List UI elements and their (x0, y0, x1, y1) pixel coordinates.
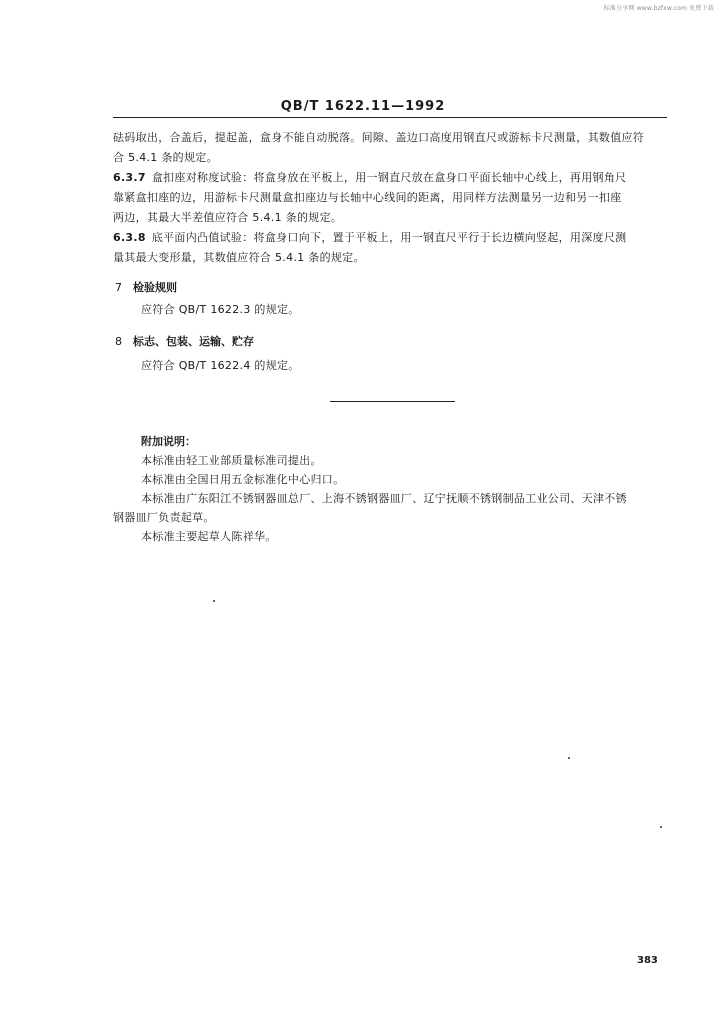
section-8-heading (115, 333, 254, 349)
clause-line: 合 5.4.1 条的规定。 (113, 151, 218, 164)
clause-6-3-7 (113, 170, 626, 186)
scan-speck (213, 600, 215, 602)
clause-line: 盒扣座对称度试验：将盒身放在平板上，用一钢直尺放在盒身口平面长轴中心线上，再用钢角尺 (151, 171, 627, 184)
section-title: 标志、包装、运输、贮存 (133, 335, 254, 348)
clause-line: 砝码取出，合盖后，提起盖，盒身不能自动脱落。间隙、盖边口高度用钢直尺或游标卡尺测量，其数值应符 (113, 131, 645, 144)
header-rule (113, 117, 667, 118)
notes-line: 本标准由全国日用五金标准化中心归口。 (141, 473, 345, 486)
section-number: 7 (115, 281, 122, 294)
scan-speck (568, 757, 570, 759)
clause-number: 6.3.7 (113, 171, 146, 184)
standard-code-header: QB/T 1622.11—1992 (280, 99, 446, 114)
page-number: 383 (637, 955, 658, 966)
section-8-body: 应符合 QB/T 1622.4 的规定。 (141, 359, 300, 372)
notes-line: 本标准由轻工业部质量标准司提出。 (141, 454, 322, 467)
notes-line: 本标准主要起草人陈祥华。 (141, 530, 277, 543)
end-rule (330, 401, 455, 402)
clause-6-3-8 (113, 230, 626, 246)
section-title: 检验规则 (133, 281, 177, 294)
section-7-body: 应符合 QB/T 1622.3 的规定。 (141, 303, 300, 316)
notes-title: 附加说明： (141, 435, 196, 448)
section-7-heading (115, 279, 177, 295)
scan-speck (660, 826, 662, 828)
clause-line: 靠紧盒扣座的边，用游标卡尺测量盒扣座边与长轴中心线间的距离，用同样方法测量另一边和另一扣座 (113, 191, 622, 204)
clause-line: 量其最大变形量，其数值应符合 5.4.1 条的规定。 (113, 251, 365, 264)
clause-number: 6.3.8 (113, 231, 146, 244)
clause-line: 底平面内凸值试验：将盒身口向下，置于平板上，用一钢直尺平行于长边横向竖起，用深度尺测 (151, 231, 627, 244)
section-number: 8 (115, 335, 122, 348)
notes-line: 钢器皿厂负责起草。 (113, 511, 215, 524)
notes-line: 本标准由广东阳江不锈钢器皿总厂、上海不锈钢器皿厂、辽宁抚顺不锈钢制品工业公司、天津不锈 (141, 492, 627, 505)
clause-line: 两边，其最大半差值应符合 5.4.1 条的规定。 (113, 211, 343, 224)
watermark-text: 标准分享网 www.bzfxw.com 免费下载 (603, 5, 714, 12)
